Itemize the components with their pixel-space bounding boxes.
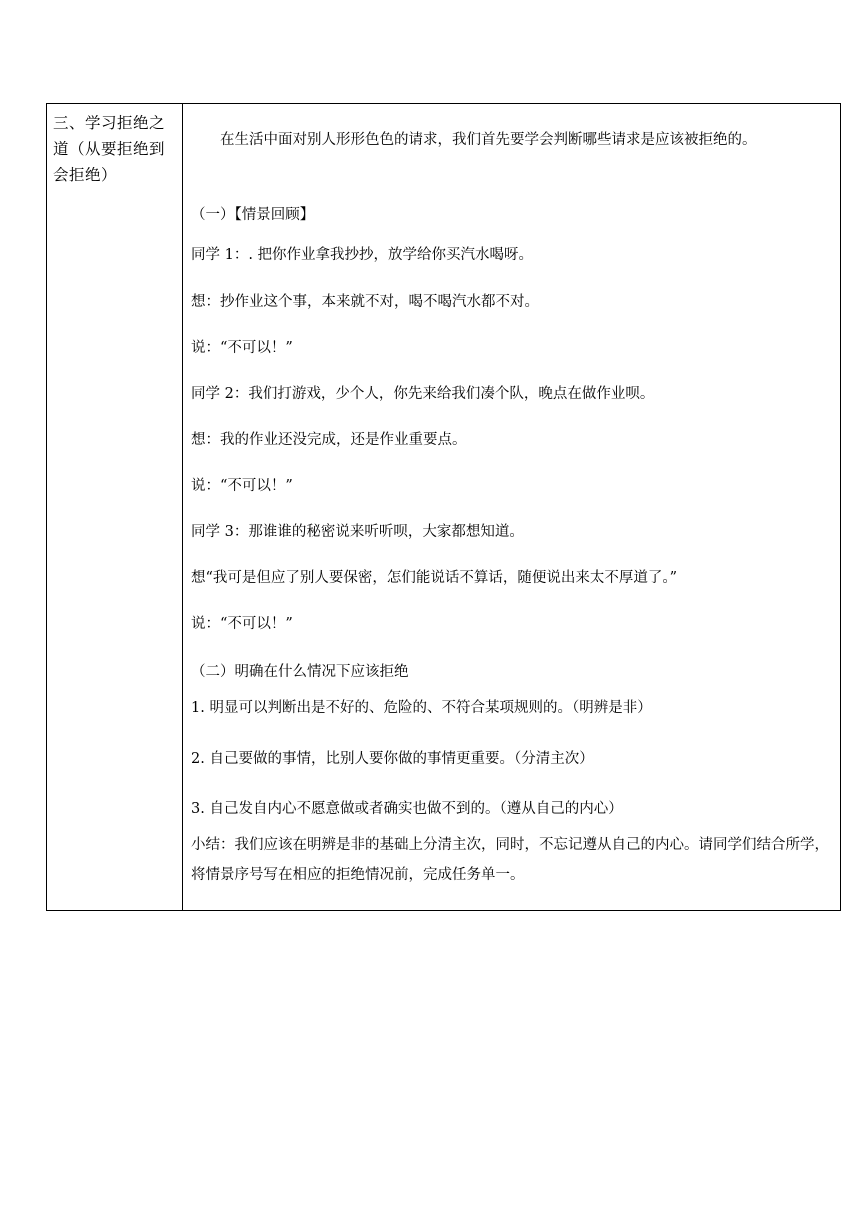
scenario-line: 想“我可是但应了别人要保密，怎们能说话不算话，随便说出来太不厚道了。” [191,570,678,586]
rule-item: 1. 明显可以判断出是不好的、危险的、不符合某项规则的。（明辨是非） [191,700,652,716]
scenario-line: 想：抄作业这个事，本来就不对，喝不喝汽水都不对。 [191,294,539,310]
section-content-cell [183,104,841,911]
scenario-line: 同学 3：那谁谁的秘密说来听听呗，大家都想知道。 [191,524,524,540]
scenario-line: 说：“不可以！” [191,616,293,632]
section-title: 三、学习拒绝之道（从要拒绝到会拒绝） [53,114,166,184]
scenario-line: 同学 2：我们打游戏，少个人，你先来给我们凑个队，晚点在做作业呗。 [191,386,655,402]
scenario-line: 同学 1：. 把你作业拿我抄抄，放学给你买汽水喝呀。 [191,247,534,263]
part1-heading: （一）【情景回顾】 [191,207,315,223]
part2-heading: （二）明确在什么情况下应该拒绝 [191,664,409,680]
table-row [47,104,841,911]
intro-paragraph: 在生活中面对别人形形色色的请求，我们首先要学会判断哪些请求是应该被拒绝的。 [220,132,757,148]
summary-paragraph: 小结：我们应该在明辨是非的基础上分清主次，同时，不忘记遵从自己的内心。请同学们结合所学，将情景序号写在相应的拒绝情况前，完成任务单一。 [191,837,829,883]
rule-item: 3. 自己发自内心不愿意做或者确实也做不到的。（遵从自己的内心） [191,801,623,817]
lesson-plan-table [46,103,841,911]
section-title-cell [47,104,183,911]
scenario-line: 想：我的作业还没完成，还是作业重要点。 [191,432,467,448]
scenario-line: 说：“不可以！” [191,340,293,356]
scenario-line: 说：“不可以！” [191,478,293,494]
rule-item: 2. 自己要做的事情，比别人要你做的事情更重要。（分清主次） [191,751,594,767]
